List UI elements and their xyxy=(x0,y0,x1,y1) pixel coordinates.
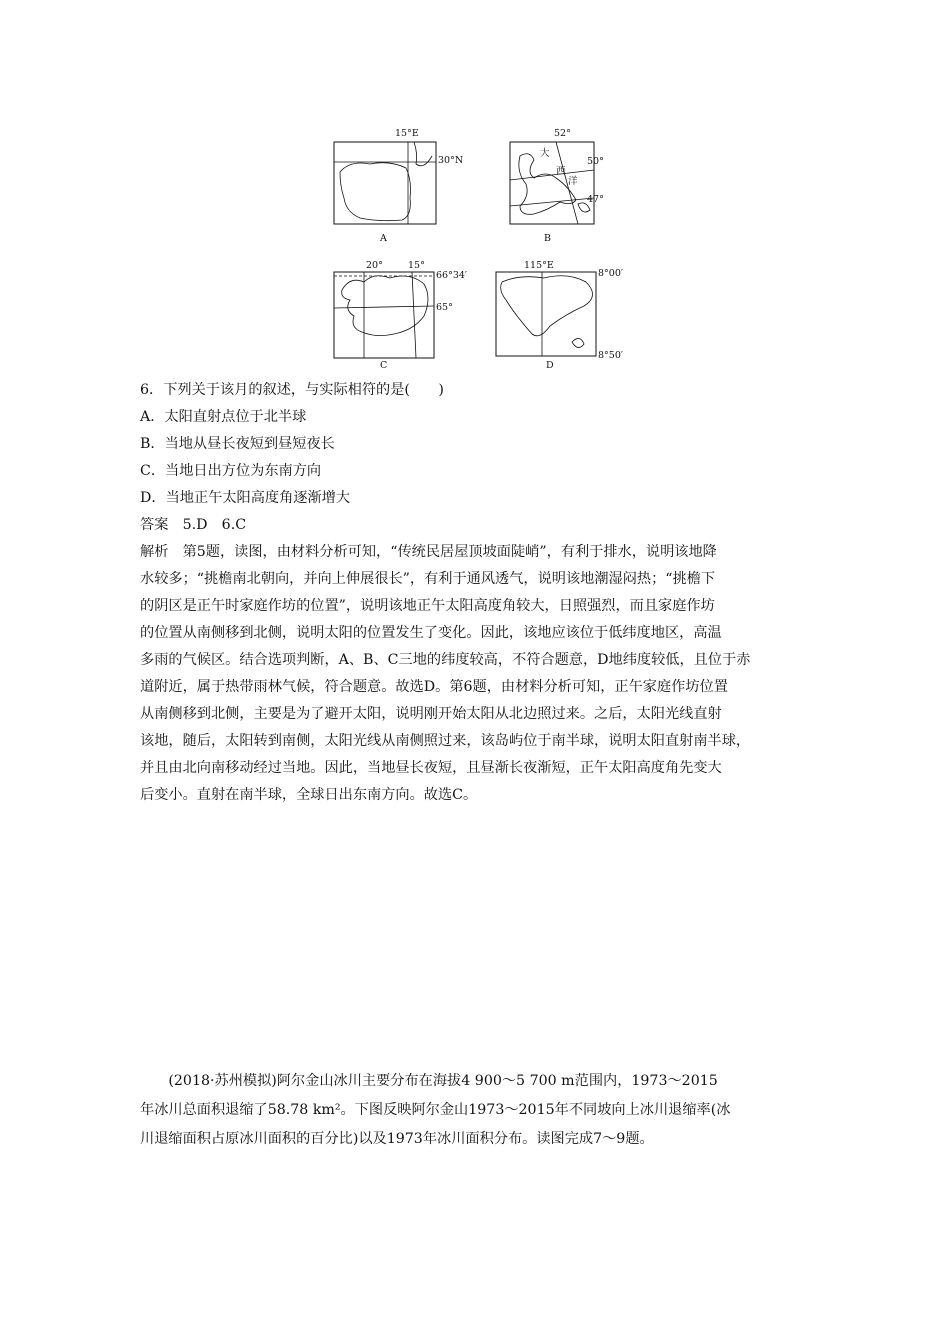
map-c-lat2: 65° xyxy=(436,302,453,313)
map-c-lon1: 20° xyxy=(366,260,383,271)
map-b-ocean-3: 洋 xyxy=(568,176,578,187)
map-d-lat1: 8°00′ xyxy=(598,268,624,279)
analysis-line: 该地，随后，太阳转到南侧，太阳光线从南侧照过来，该岛屿位于南半球，说明太阳直射南半球， xyxy=(140,733,751,749)
map-d-lon: 115°E xyxy=(524,260,554,271)
map-b-lat1: 50° xyxy=(587,156,604,167)
map-b-ocean-1: 大 xyxy=(540,148,550,159)
option-b: B．当地从昼长夜短到昼短夜长 xyxy=(140,436,335,452)
map-b-lat2: 47° xyxy=(587,194,604,205)
map-c-label: C xyxy=(380,360,388,371)
map-c-lon2: 15° xyxy=(408,260,425,271)
option-a: A．太阳直射点位于北半球 xyxy=(140,409,307,425)
analysis-line: 道附近，属于热带雨林气候，符合题意。故选D。第6题，由材料分析可知，正午家庭作坊位置 xyxy=(140,679,728,695)
maps-figure xyxy=(320,120,640,380)
map-d-lat2: 8°50′ xyxy=(598,350,624,361)
analysis-line: 后变小。直射在南半球，全球日出东南方向。故选C。 xyxy=(140,787,478,803)
intro-line: 川退缩面积占原冰川面积的百分比)以及1973年冰川面积分布。读图完成7～9题。 xyxy=(140,1131,654,1147)
map-a-lon: 15°E xyxy=(395,128,419,139)
map-b-lon: 52° xyxy=(554,128,571,139)
map-b-ocean-2: 西 xyxy=(556,166,566,177)
option-d: D．当地正午太阳高度角逐渐增大 xyxy=(140,490,351,506)
intro-line: 年冰川总面积退缩了58.78 km²。下图反映阿尔金山1973～2015年不同坡向上冰川退缩率(冰 xyxy=(140,1102,731,1118)
map-d xyxy=(496,260,623,371)
question-6-stem: 6．下列关于该月的叙述，与实际相符的是( ) xyxy=(140,382,444,398)
analysis-line: 从南侧移到北侧，主要是为了避开太阳，说明刚开始太阳从北边照过来。之后，太阳光线直射 xyxy=(140,706,722,722)
four-region-maps xyxy=(320,120,640,380)
map-c xyxy=(334,260,467,371)
intro-line: (2018·苏州模拟)阿尔金山冰川主要分布在海拔4 900～5 700 m范围内，1973～2015 xyxy=(140,1073,718,1089)
map-d-label: D xyxy=(546,360,554,371)
analysis-line: 多雨的气候区。结合选项判断，A、B、C三地的纬度较高，不符合题意，D地纬度较低，且位于赤 xyxy=(140,652,751,668)
option-c: C．当地日出方位为东南方向 xyxy=(140,463,322,479)
map-b-label: B xyxy=(544,233,551,244)
analysis-line: 水较多；“挑檐南北朝向，并向上伸展很长”，有利于通风透气，说明该地潮湿闷热；“挑檐下 xyxy=(140,571,716,587)
map-a xyxy=(334,128,463,244)
analysis-line: 的阴区是正午时家庭作坊的位置”，说明该地正午太阳高度角较大，日照强烈，而且家庭作坊 xyxy=(140,598,715,614)
map-c-lat1: 66°34′ xyxy=(436,270,468,281)
map-a-label: A xyxy=(380,233,387,244)
analysis-line: 的位置从南侧移到北侧，说明太阳的位置发生了变化。因此，该地应该位于低纬度地区，高温 xyxy=(140,625,722,641)
answer-line: 答案 5.D 6.C xyxy=(140,517,247,533)
map-b xyxy=(510,128,604,244)
map-a-lat: 30°N xyxy=(438,155,464,166)
analysis-line: 并且由北向南移动经过当地。因此，当地昼长夜短，且昼渐长夜渐短，正午太阳高度角先变大 xyxy=(140,760,722,776)
analysis-line: 解析 第5题，读图，由材料分析可知，“传统民居屋顶坡面陡峭”，有利于排水，说明该地降 xyxy=(140,544,717,560)
